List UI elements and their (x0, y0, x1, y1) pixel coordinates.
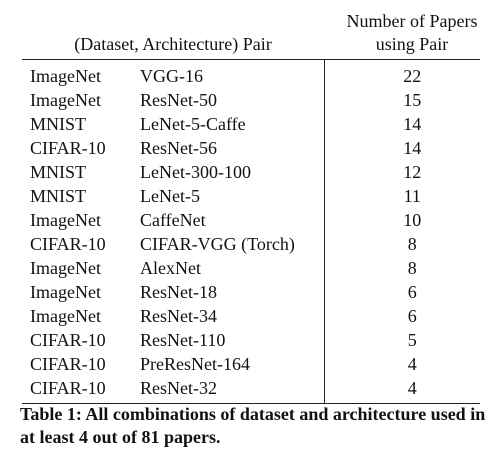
table-row (22, 136, 480, 160)
table-body (22, 60, 480, 404)
table-row (22, 232, 480, 256)
cell-paper-count: 8 (407, 234, 417, 254)
table-row (22, 184, 480, 208)
pair-count-table (22, 8, 480, 404)
table-row (22, 88, 480, 112)
cell-dataset: CIFAR-10 (30, 234, 106, 254)
table-row (22, 376, 480, 404)
cell-dataset: CIFAR-10 (30, 378, 106, 398)
cell-dataset: ImageNet (30, 306, 101, 326)
table-row (22, 60, 480, 89)
cell-paper-count: 22 (403, 66, 422, 86)
cell-paper-count: 15 (403, 90, 422, 110)
cell-architecture: ResNet-18 (132, 280, 324, 304)
cell-architecture: AlexNet (132, 256, 324, 280)
cell-dataset: ImageNet (30, 282, 101, 302)
cell-dataset: ImageNet (30, 90, 101, 110)
cell-paper-count: 10 (403, 210, 422, 230)
cell-architecture: ResNet-110 (132, 328, 324, 352)
cell-dataset: CIFAR-10 (30, 138, 106, 158)
cell-architecture: CIFAR-VGG (Torch) (132, 232, 324, 256)
cell-paper-count: 14 (403, 138, 422, 158)
cell-dataset: CIFAR-10 (30, 354, 106, 374)
cell-architecture: LeNet-5-Caffe (132, 112, 324, 136)
cell-dataset: CIFAR-10 (30, 330, 106, 350)
table-row (22, 352, 480, 376)
cell-dataset: MNIST (30, 186, 87, 206)
table-container (22, 8, 480, 404)
cell-paper-count: 11 (403, 186, 421, 206)
cell-paper-count: 12 (403, 162, 422, 182)
table-row (22, 328, 480, 352)
cell-dataset: ImageNet (30, 210, 101, 230)
cell-architecture: LeNet-5 (132, 184, 324, 208)
cell-paper-count: 4 (407, 378, 417, 398)
cell-architecture: LeNet-300-100 (132, 160, 324, 184)
cell-paper-count: 8 (407, 258, 417, 278)
table-row (22, 256, 480, 280)
header-number-of-papers-line1: Number of Papers (346, 11, 478, 31)
header-dataset-architecture-pair: (Dataset, Architecture) Pair (22, 8, 324, 60)
table-row (22, 280, 480, 304)
table-row (22, 208, 480, 232)
table-row (22, 304, 480, 328)
header-number-of-papers (324, 8, 480, 60)
cell-architecture: ResNet-56 (132, 136, 324, 160)
cell-architecture: VGG-16 (132, 60, 324, 89)
table-row (22, 112, 480, 136)
table-row (22, 160, 480, 184)
cell-architecture: ResNet-34 (132, 304, 324, 328)
table-caption: Table 1: All combinations of dataset and architecture used in at least 4 out of 81 papers. (20, 404, 486, 447)
cell-paper-count: 5 (407, 330, 417, 350)
cell-paper-count: 14 (403, 114, 422, 134)
cell-architecture: ResNet-32 (132, 376, 324, 404)
cell-dataset: MNIST (30, 162, 87, 182)
cell-dataset: ImageNet (30, 258, 101, 278)
header-number-of-papers-line2: using Pair (375, 34, 449, 54)
cell-dataset: MNIST (30, 114, 87, 134)
cell-architecture: PreResNet-164 (132, 352, 324, 376)
cell-paper-count: 6 (407, 306, 417, 326)
cell-dataset: ImageNet (30, 66, 101, 86)
cell-architecture: ResNet-50 (132, 88, 324, 112)
cell-paper-count: 6 (407, 282, 417, 302)
cell-paper-count: 4 (407, 354, 417, 374)
cell-architecture: CaffeNet (132, 208, 324, 232)
